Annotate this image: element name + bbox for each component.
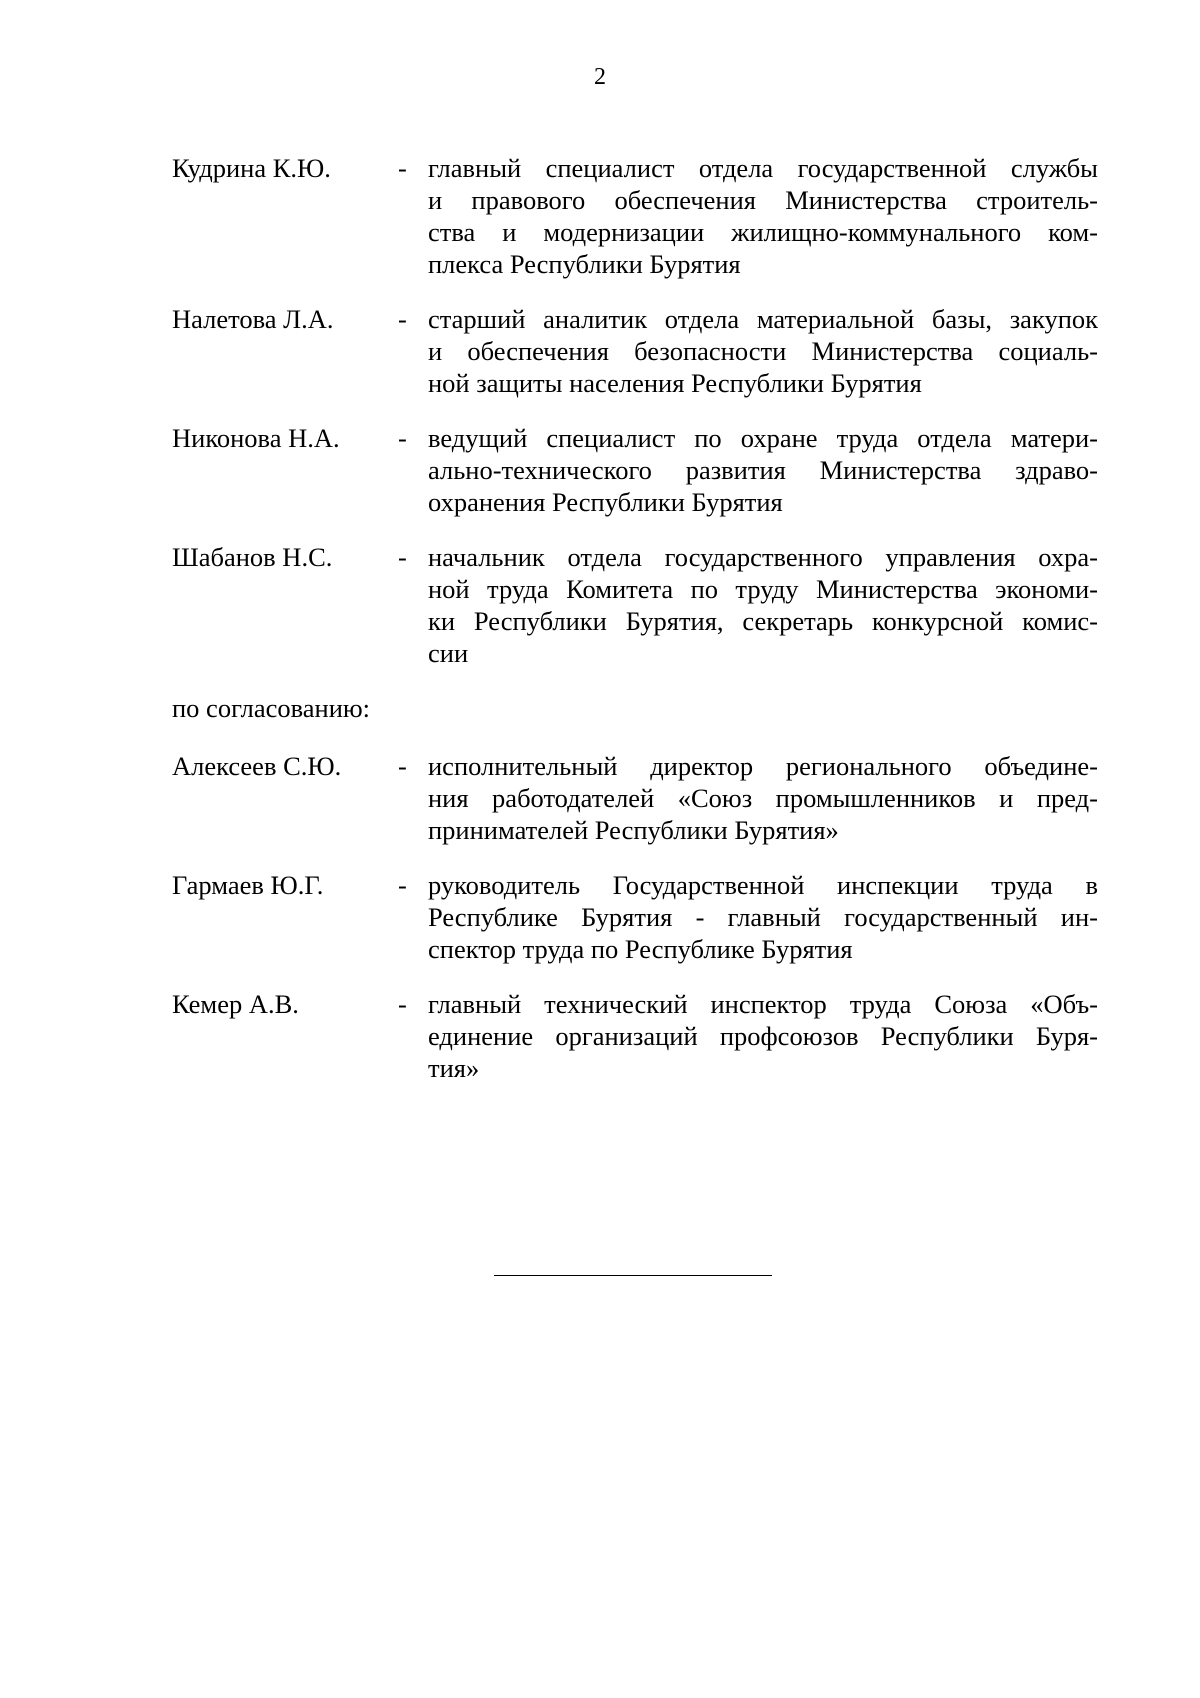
member-position-line: ведущий специалист по охране труда отдела матери-: [428, 423, 1098, 453]
member-name: Никонова Н.А.: [172, 423, 340, 453]
member-dash: -: [398, 423, 407, 453]
member-name: Налетова Л.А.: [172, 304, 334, 334]
member-position: [428, 152, 1098, 280]
member-position: [428, 303, 1098, 399]
member-position-line: и обеспечения безопасности Министерства социаль-: [428, 336, 1098, 366]
member-position-line: сии: [428, 638, 469, 668]
page-number: 2: [594, 64, 606, 90]
member-dash: -: [398, 870, 407, 900]
member-position-line: плекса Республики Бурятия: [428, 249, 741, 279]
member-dash: -: [398, 751, 407, 781]
member-position-line: главный специалист отдела государственной службы: [428, 153, 1098, 183]
member-position: [428, 750, 1098, 846]
end-of-document-rule: [494, 1275, 772, 1276]
member-position-line: исполнительный директор регионального объедине-: [428, 751, 1098, 781]
member-dash: -: [398, 989, 407, 1019]
member-position-line: ства и модернизации жилищно-коммунального ком-: [428, 217, 1098, 247]
member-position-line: ки Республики Бурятия, секретарь конкурсной комис-: [428, 606, 1098, 636]
member-entry: [172, 422, 1098, 518]
member-position-line: начальник отдела государственного управления охра-: [428, 542, 1098, 572]
member-name: Кудрина К.Ю.: [172, 153, 331, 183]
member-position-line: ной труда Комитета по труду Министерства экономи-: [428, 574, 1098, 604]
member-position-line: старший аналитик отдела материальной базы, закупок: [428, 304, 1098, 334]
member-entry: [172, 152, 1098, 280]
member-position-line: охранения Республики Бурятия: [428, 487, 783, 517]
member-name: Кемер А.В.: [172, 989, 299, 1019]
member-position-line: и правового обеспечения Министерства строитель-: [428, 185, 1098, 215]
member-entry: [172, 541, 1098, 669]
member-dash: -: [398, 153, 407, 183]
member-position-line: главный технический инспектор труда Союза «Объ-: [428, 989, 1098, 1019]
member-position-line: ной защиты населения Республики Бурятия: [428, 368, 922, 398]
agreed-members-block: [172, 750, 1098, 1084]
member-position-line: принимателей Республики Бурятия»: [428, 815, 839, 845]
member-entry: [172, 988, 1098, 1084]
member-name: Гармаев Ю.Г.: [172, 870, 324, 900]
member-position-line: единение организаций профсоюзов Республики Буря-: [428, 1021, 1098, 1051]
member-position-line: спектор труда по Республике Бурятия: [428, 934, 853, 964]
member-entry: [172, 303, 1098, 399]
member-position: [428, 541, 1098, 669]
member-position-line: Республике Бурятия - главный государственный ин-: [428, 902, 1098, 932]
member-name: Шабанов Н.С.: [172, 542, 333, 572]
member-dash: -: [398, 542, 407, 572]
section-label-by-agreement: по согласованию:: [172, 693, 371, 723]
member-entry: [172, 869, 1098, 965]
commission-members-list: [172, 152, 1098, 1107]
member-position-line: руководитель Государственной инспекции труда в: [428, 870, 1098, 900]
member-position: [428, 869, 1098, 965]
member-name: Алексеев С.Ю.: [172, 751, 342, 781]
member-position: [428, 988, 1098, 1084]
member-position: [428, 422, 1098, 518]
member-position-line: ально-технического развития Министерства здраво-: [428, 455, 1098, 485]
members-block: [172, 152, 1098, 669]
member-position-line: ния работодателей «Союз промышленников и пред-: [428, 783, 1098, 813]
member-position-line: тия»: [428, 1053, 480, 1083]
member-entry: [172, 750, 1098, 846]
member-dash: -: [398, 304, 407, 334]
